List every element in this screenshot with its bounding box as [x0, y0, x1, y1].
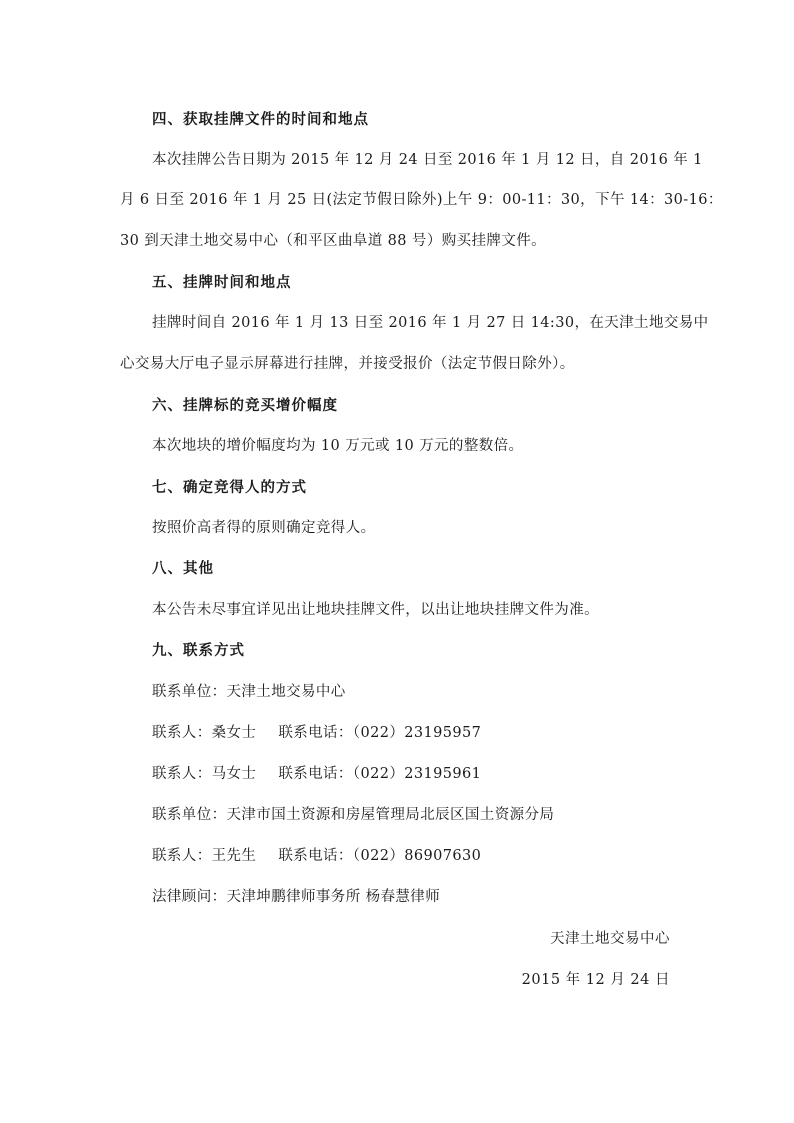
- contact-row-1: [152, 723, 712, 743]
- paragraph-line: 按照价高者得的原则确定竞得人。: [152, 520, 376, 536]
- section-heading-4: 四、获取挂牌文件的时间和地点: [152, 111, 369, 128]
- paragraph-line: 挂牌时间自 2016 年 1 月 13 日至 2016 年 1 月 27 日 14:30，在天津土地交易中: [152, 315, 709, 331]
- section-heading-7: 七、确定竞得人的方式: [152, 479, 307, 496]
- legal-advisor: 法律顾问：天津坤鹏律师事务所 杨春慧律师: [152, 889, 441, 905]
- section-heading-6: 六、挂牌标的竞买增价幅度: [152, 397, 338, 414]
- contact-name-3: 联系人：王先生: [152, 848, 257, 864]
- signature-date: 2015 年 12 月 24 日: [521, 972, 670, 988]
- contact-phone-2: 联系电话：（022）23195961: [278, 766, 482, 782]
- contact-unit-1: 联系单位：天津土地交易中心: [152, 684, 346, 700]
- signature-org: 天津土地交易中心: [550, 931, 670, 947]
- contact-phone-1: 联系电话：（022）23195957: [278, 725, 482, 741]
- contact-row-2: [152, 764, 712, 784]
- contact-name-2: 联系人：马女士: [152, 766, 257, 782]
- paragraph-line: 本公告未尽事宜详见出让地块挂牌文件，以出让地块挂牌文件为准。: [152, 602, 599, 618]
- paragraph-line: 30 到天津土地交易中心（和平区曲阜道 88 号）购买挂牌文件。: [120, 233, 547, 249]
- paragraph-line: 本次挂牌公告日期为 2015 年 12 月 24 日至 2016 年 1 月 12 日，自 2016 年 1: [152, 152, 703, 168]
- section-heading-9: 九、联系方式: [152, 642, 245, 659]
- paragraph-line: 心交易大厅电子显示屏幕进行挂牌，并接受报价（法定节假日除外）。: [120, 356, 575, 372]
- section-heading-5: 五、挂牌时间和地点: [152, 274, 292, 291]
- paragraph-line: 本次地块的增价幅度均为 10 万元或 10 万元的整数倍。: [152, 438, 524, 454]
- contact-unit-2: 联系单位：天津市国土资源和房屋管理局北辰区国土资源分局: [152, 807, 555, 823]
- contact-name-1: 联系人：桑女士: [152, 725, 257, 741]
- contact-row-3: [152, 846, 712, 866]
- contact-phone-3: 联系电话：（022）86907630: [278, 848, 482, 864]
- section-heading-8: 八、其他: [152, 560, 214, 577]
- paragraph-line: 月 6 日至 2016 年 1 月 25 日(法定节假日除外)上午 9：00-11：30，下午 14：30-16：: [120, 192, 723, 208]
